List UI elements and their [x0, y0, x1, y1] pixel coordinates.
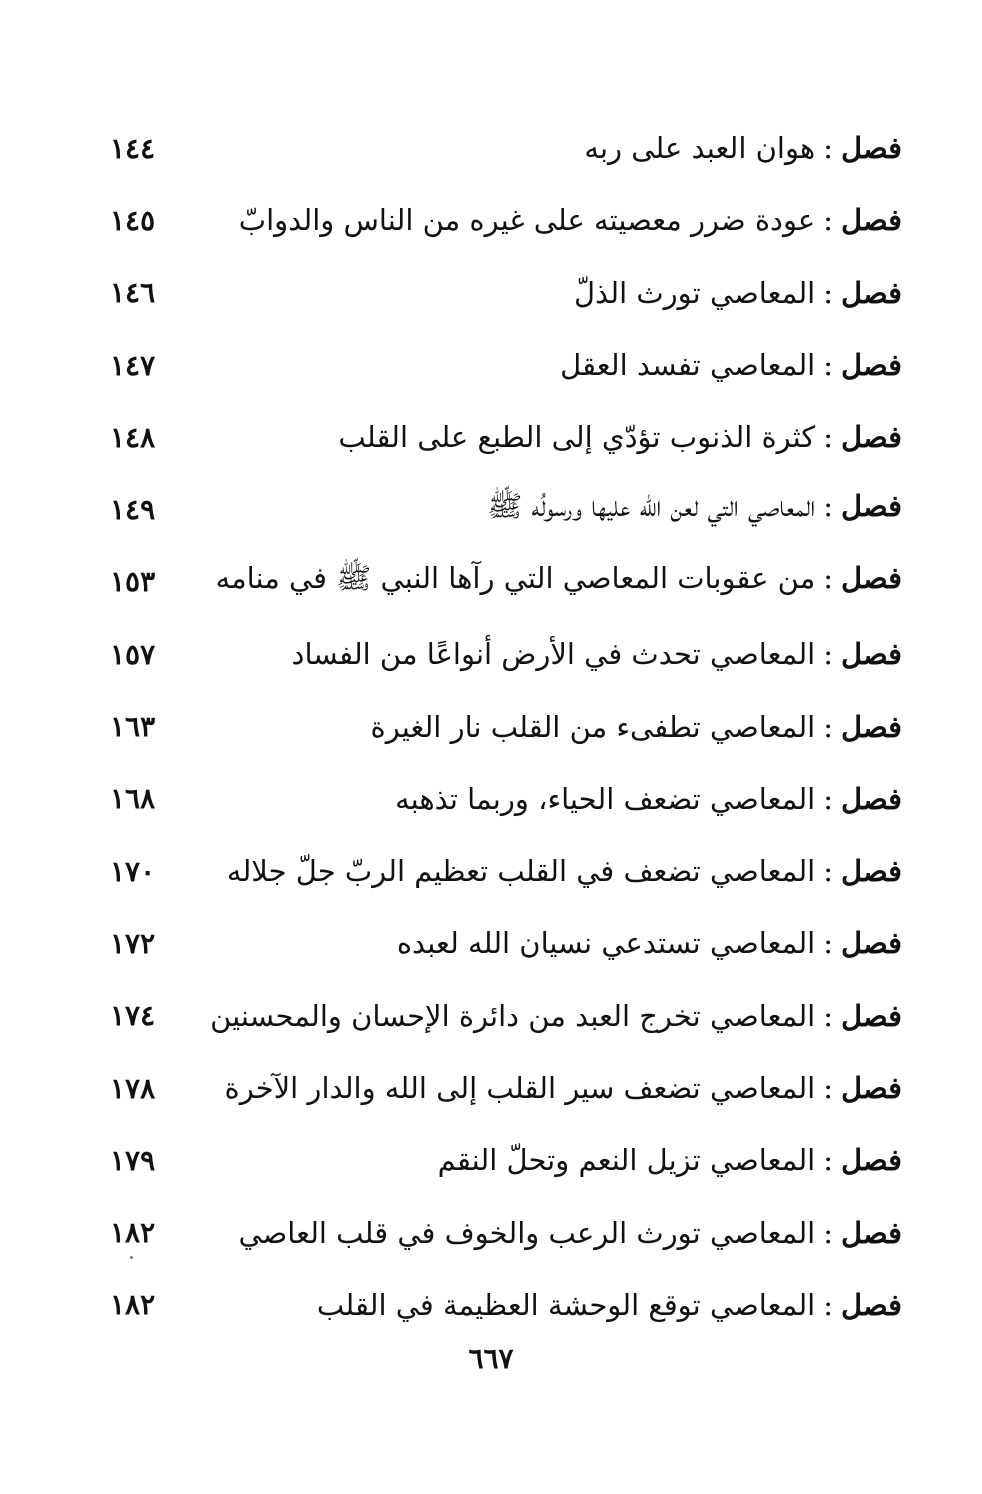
- toc-separator: :: [823, 348, 834, 383]
- toc-entry: [110, 690, 902, 762]
- toc-entry: [110, 835, 902, 907]
- toc-entry-title: المعاصي تخرج العبد من دائرة الإحسان والمحسنين: [210, 998, 816, 1033]
- toc-keyword: فصل: [841, 275, 902, 310]
- toc-separator: :: [823, 998, 834, 1033]
- toc-page-number: ١٨٢: [110, 1288, 156, 1322]
- toc-separator: :: [823, 275, 834, 310]
- toc-page-number: ١٧٠: [110, 854, 156, 888]
- toc-entry: [110, 763, 902, 835]
- toc-entry-text: [190, 276, 902, 310]
- table-of-contents: [110, 112, 902, 1341]
- toc-page-number: ١٥٣: [110, 565, 156, 599]
- toc-keyword: فصل: [841, 998, 902, 1033]
- toc-entry-title: المعاصي تضعف في القلب تعظيم الربّ جلّ جلاله: [226, 854, 816, 889]
- toc-entry: [110, 1052, 902, 1124]
- toc-keyword: فصل: [841, 1215, 902, 1250]
- page-number: ٦٦٧: [468, 1342, 514, 1375]
- toc-entry-text: [190, 1288, 902, 1322]
- toc-entry-title: المعاصي تطفىء من القلب نار الغيرة: [370, 709, 816, 744]
- toc-entry-text: [190, 203, 902, 237]
- toc-keyword: فصل: [841, 1143, 902, 1178]
- toc-page-number: ١٤٦: [110, 276, 156, 310]
- toc-page-number: ١٤٧: [110, 348, 156, 382]
- toc-separator: :: [823, 420, 834, 455]
- toc-keyword: فصل: [841, 1287, 902, 1322]
- toc-entry-title: المعاصي توقع الوحشة العظيمة في القلب: [316, 1287, 816, 1322]
- toc-page-number: ١٤٥: [110, 203, 156, 237]
- toc-separator: :: [823, 781, 834, 816]
- toc-separator: :: [823, 560, 834, 595]
- toc-entry: [110, 1124, 902, 1196]
- toc-keyword: فصل: [841, 203, 902, 238]
- toc-entry-title: المعاصي تزيل النعم وتحلّ النقم: [437, 1143, 816, 1178]
- toc-entry-text: [190, 926, 902, 960]
- toc-separator: :: [823, 854, 834, 889]
- toc-entry-title: المعاصي تضعف سير القلب إلى الله والدار الآخرة: [224, 1071, 816, 1105]
- toc-separator: :: [823, 926, 834, 961]
- toc-entry-text: [190, 561, 902, 603]
- toc-entry-text: [190, 1071, 902, 1105]
- toc-entry-text: [190, 348, 902, 382]
- toc-entry-title: من عقوبات المعاصي التي رآها النبي ﷺ في منامه: [215, 560, 816, 595]
- toc-entry: [110, 401, 902, 473]
- toc-separator: :: [823, 1287, 834, 1322]
- toc-keyword: فصل: [841, 1071, 902, 1105]
- toc-entry-text: [190, 854, 902, 888]
- toc-page-number: ١٧٢: [110, 926, 156, 960]
- toc-entry-text: [190, 637, 902, 671]
- toc-separator: :: [823, 488, 834, 523]
- toc-keyword: فصل: [841, 854, 902, 889]
- toc-entry-text: [190, 1143, 902, 1177]
- toc-keyword: فصل: [841, 637, 902, 672]
- toc-entry: [110, 546, 902, 618]
- toc-page-number: ١٥٧: [110, 637, 156, 671]
- toc-entry-title: هوان العبد على ربه: [584, 131, 816, 166]
- toc-keyword: فصل: [841, 926, 902, 961]
- toc-entry-text: [190, 131, 902, 165]
- toc-separator: :: [823, 637, 834, 672]
- toc-page-number: ١٧٨: [110, 1071, 156, 1105]
- toc-entry: [110, 1196, 902, 1268]
- toc-page-number: ١٤٩: [110, 493, 156, 527]
- toc-entry-text: [190, 420, 902, 454]
- toc-keyword: فصل: [841, 131, 902, 166]
- toc-entry-title: المعاصي التي لعن الله عليها ورسولُه ﷺ: [487, 488, 816, 523]
- toc-entry: [110, 184, 902, 256]
- toc-entry-title: عودة ضرر معصيته على غيره من الناس والدوابّ: [238, 203, 816, 238]
- toc-page-number: ١٦٨: [110, 782, 156, 816]
- toc-entry: [110, 329, 902, 401]
- toc-keyword: فصل: [841, 781, 902, 816]
- toc-page-number: ١٨٢: [110, 1216, 156, 1250]
- toc-entry-text: [190, 782, 902, 816]
- toc-separator: :: [823, 1215, 834, 1250]
- toc-keyword: فصل: [841, 709, 902, 744]
- toc-page-number: ١٤٤: [110, 131, 156, 165]
- toc-entry-text: [190, 710, 902, 744]
- toc-entry-title: كثرة الذنوب تؤدّي إلى الطبع على القلب: [338, 420, 816, 455]
- toc-keyword: فصل: [841, 348, 902, 383]
- toc-entry: [110, 257, 902, 329]
- toc-entry-title: المعاصي تستدعي نسيان الله لعبده: [396, 926, 816, 961]
- toc-entry: [110, 1269, 902, 1341]
- toc-keyword: فصل: [841, 420, 902, 455]
- toc-entry-title: المعاصي تحدث في الأرض أنواعًا من الفساد: [291, 637, 816, 672]
- toc-separator: :: [823, 709, 834, 744]
- scan-speck: [130, 1256, 133, 1259]
- toc-entry-title: المعاصي تورث الرعب والخوف في قلب العاصي: [238, 1215, 816, 1250]
- toc-entry: [110, 618, 902, 690]
- toc-page-number: ١٧٩: [110, 1143, 156, 1177]
- toc-page-number: ١٦٣: [110, 710, 156, 744]
- toc-entry-text: [190, 999, 902, 1033]
- toc-separator: :: [823, 1143, 834, 1178]
- toc-entry-title: المعاصي تورث الذلّ: [573, 275, 816, 310]
- toc-entry: [110, 112, 902, 184]
- toc-entry: [110, 980, 902, 1052]
- toc-entry-title: المعاصي تضعف الحياء، وربما تذهبه: [395, 781, 816, 816]
- toc-page-number: ١٧٤: [110, 999, 156, 1033]
- toc-entry: [110, 473, 902, 545]
- toc-keyword: فصل: [841, 488, 902, 523]
- toc-entry: [110, 907, 902, 979]
- toc-entry-text: [190, 489, 902, 531]
- toc-entry-text: [190, 1216, 902, 1250]
- toc-entry-title: المعاصي تفسد العقل: [560, 348, 816, 383]
- toc-page-number: ١٤٨: [110, 420, 156, 454]
- toc-separator: :: [823, 203, 834, 238]
- toc-separator: :: [823, 131, 834, 166]
- toc-keyword: فصل: [841, 560, 902, 595]
- toc-separator: :: [823, 1071, 834, 1105]
